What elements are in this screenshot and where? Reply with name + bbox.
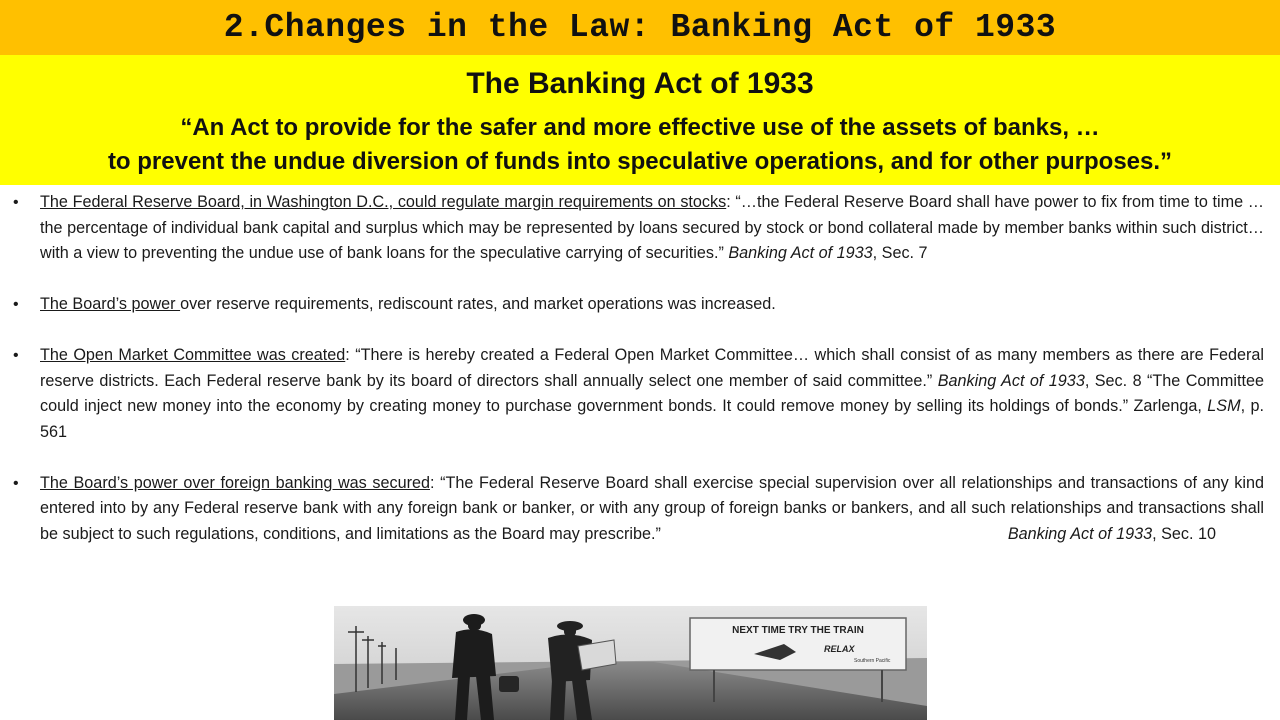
bullet-heading: The Board’s power over foreign banking was secured <box>40 473 430 492</box>
billboard-text-2: RELAX <box>824 644 855 654</box>
banner-quote-line-2: to prevent the undue diversion of funds into speculative operations, and for other purposes.” <box>107 148 1173 175</box>
citation-section: , Sec. 8 “The Committee could inject new money into the economy by creating money to purchase government bonds. It could remove money by selling its holdings of bonds.” Zarlenga, <box>40 371 1264 416</box>
banner-quote-line-1: “An Act to provide for the safer and more effective use of the assets of banks, … <box>180 114 1100 141</box>
bullet-text: : “There is hereby created a Federal Open Market Committee… which shall consist of as many members as there are Federal reserve districts. Each Federal reserve bank by its board of directors shall annually select one member of said committee.” <box>40 345 1264 390</box>
bullet-list <box>0 190 1280 573</box>
title-bar <box>0 0 1280 55</box>
slide-title: 2.Changes in the Law: Banking Act of 1933 <box>223 9 1057 46</box>
bullet-heading: The Federal Reserve Board, in Washington D.C., could regulate margin requirements on stocks <box>40 193 727 211</box>
bullet-open-market-committee <box>0 343 1280 446</box>
citation-block <box>1008 522 1216 548</box>
citation-section: , Sec. 7 <box>872 244 928 263</box>
bullet-heading: The Open Market Committee was created <box>40 345 346 364</box>
citation-source: Banking Act of 1933 <box>937 371 1085 390</box>
citation-section: , Sec. 10 <box>1152 525 1216 544</box>
banner-heading: The Banking Act of 1933 <box>466 67 814 100</box>
citation-source-2: LSM <box>1207 397 1241 416</box>
bullet-heading: The Board’s power <box>40 295 181 314</box>
citation-source: Banking Act of 1933 <box>1007 525 1153 544</box>
quote-banner <box>0 55 1280 185</box>
bullet-board-power <box>0 292 1280 318</box>
citation-page: , p. 561 <box>40 397 1264 441</box>
photo-illustration <box>334 606 927 720</box>
bullet-margin-requirements <box>0 190 1280 267</box>
historical-photo <box>334 606 927 720</box>
bullet-text: over reserve requirements, rediscount rates, and market operations was increased. <box>180 295 776 314</box>
billboard-text-3: Southern Pacific <box>854 658 891 664</box>
bullet-text: : “…the Federal Reserve Board shall have power to fix from time to time … the percentage of individual bank capital and surplus which may be represented by loans secured by stock or bond collateral made by member banks within such district… with a view to preventing the undue use of bank loans for the speculative carrying of securities.” <box>40 193 1264 263</box>
bullet-text: : “The Federal Reserve Board shall exercise special supervision over all relationships and transactions of any kind entered into by any Federal reserve bank with any foreign bank or banker, or with any group of foreign banks or bankers, and all such relationships and transactions shall be subject to such regulations, conditions, and limitations as the Board may prescribe.” <box>40 473 1265 544</box>
billboard-text-1: NEXT TIME TRY THE TRAIN <box>732 625 864 636</box>
citation-source: Banking Act of 1933 <box>728 244 873 263</box>
bullet-foreign-banking <box>0 471 1280 548</box>
